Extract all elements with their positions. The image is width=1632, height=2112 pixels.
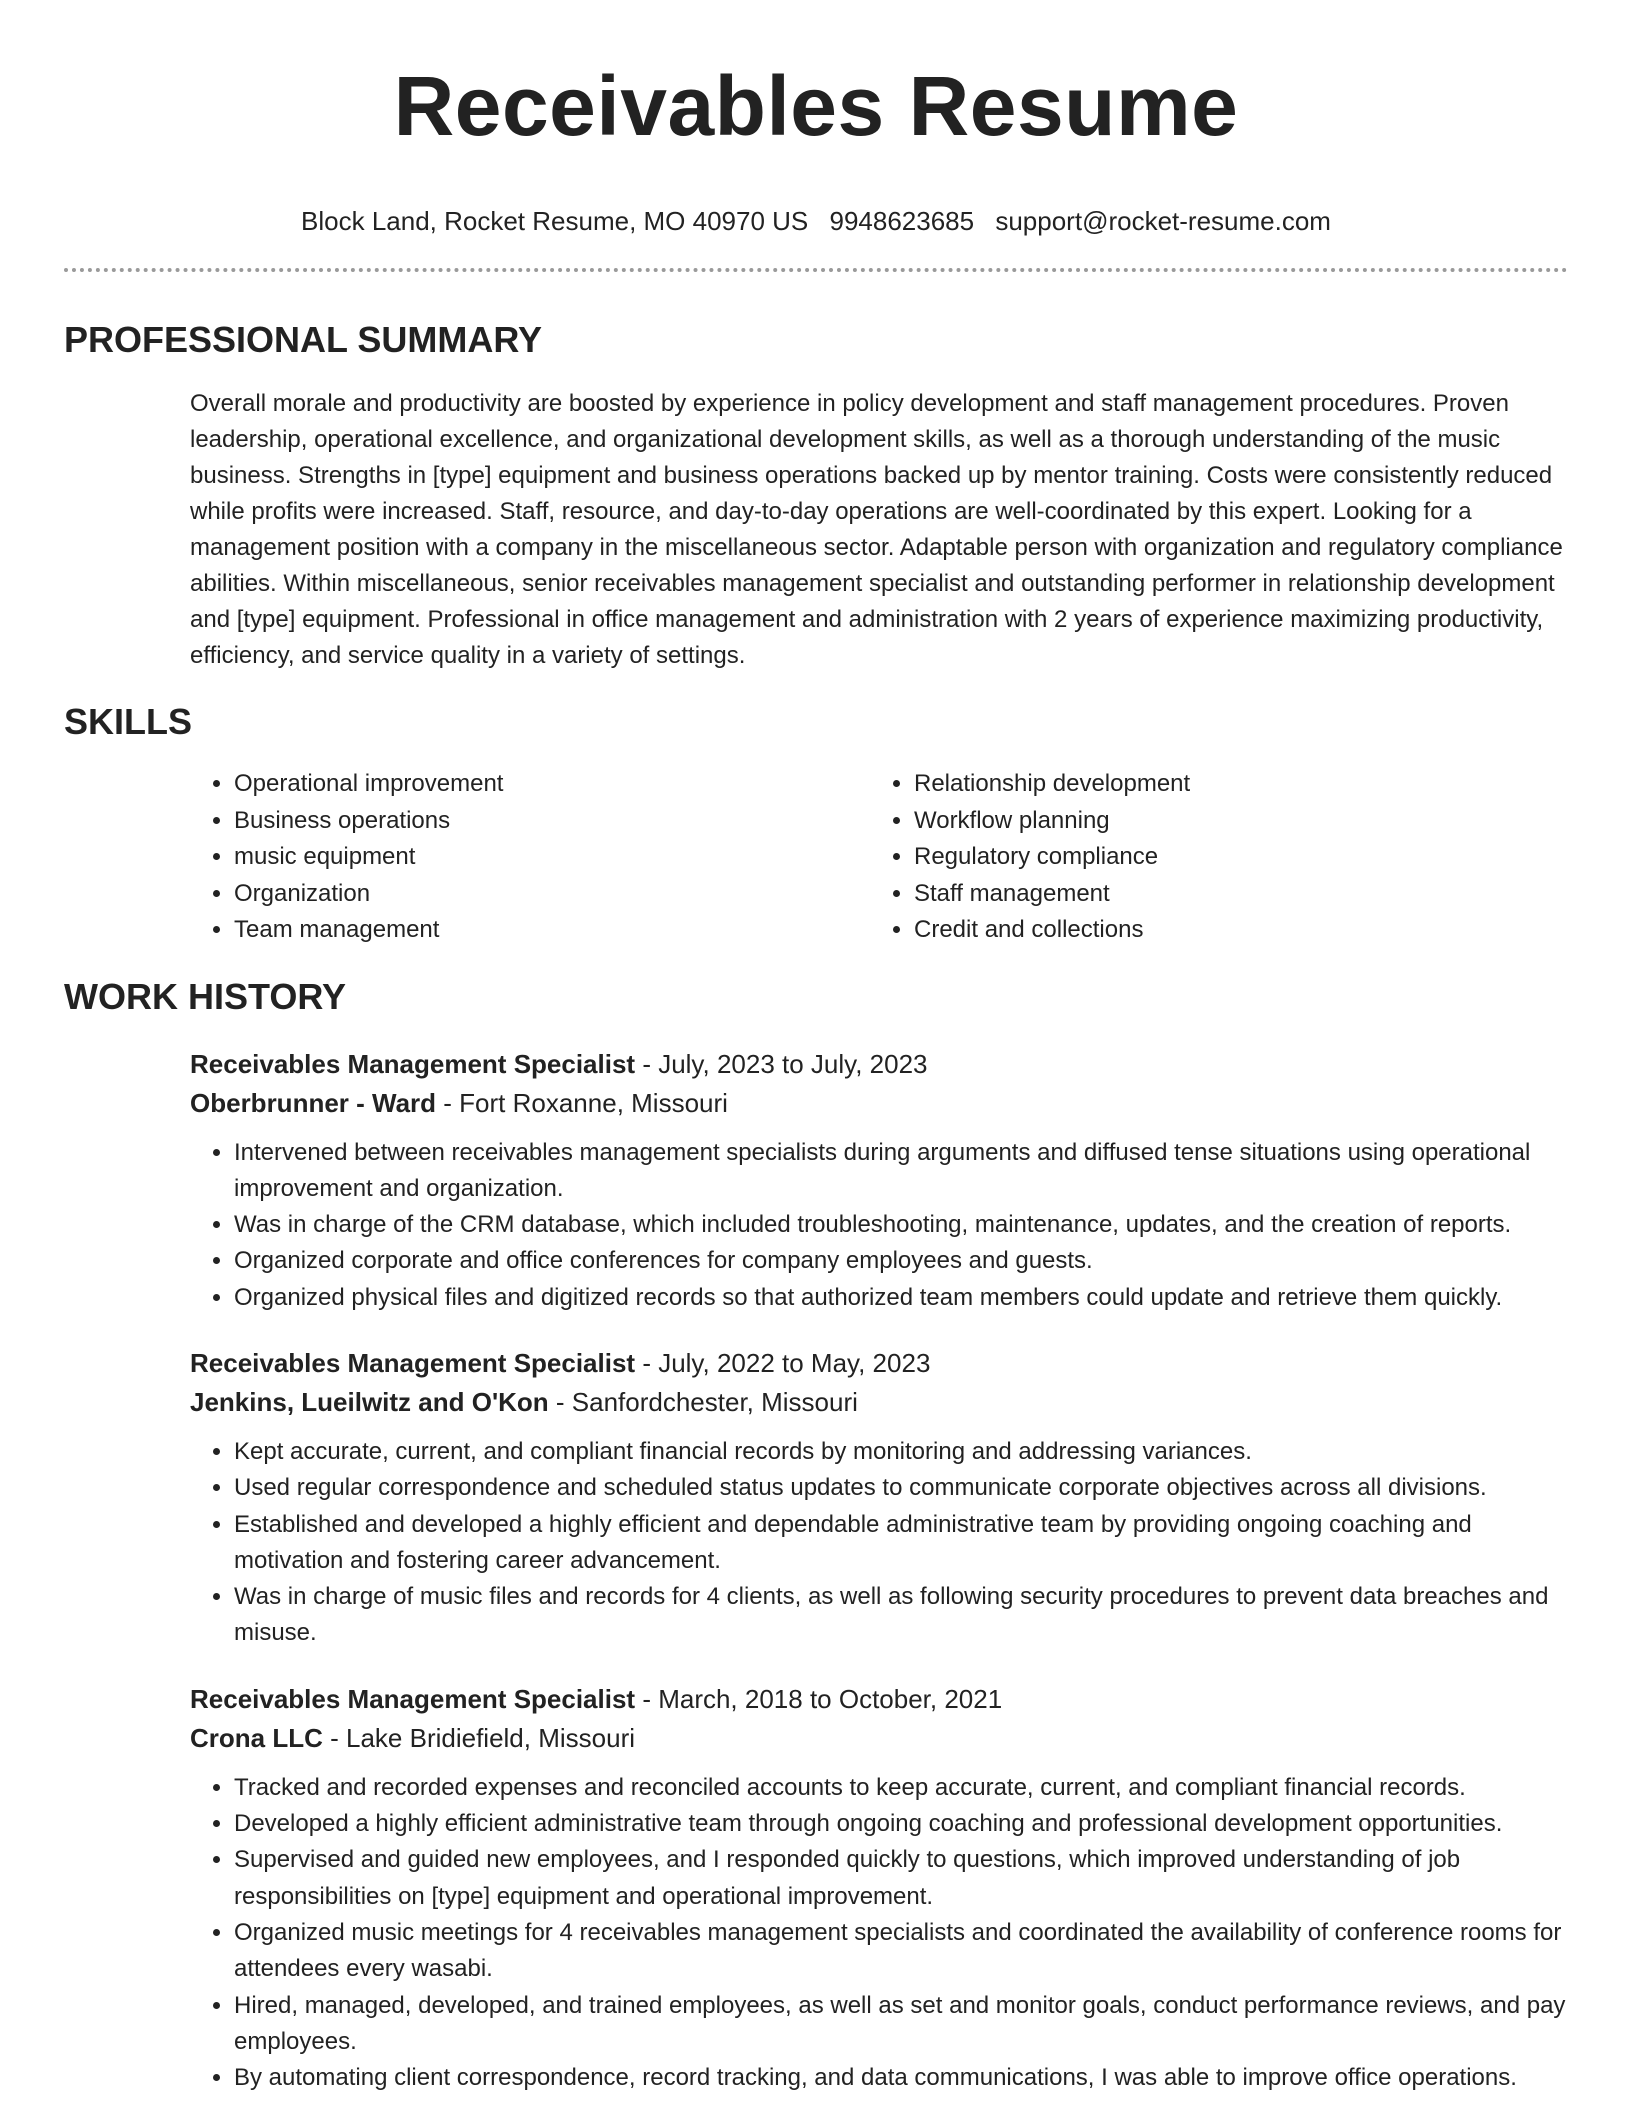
job-bullet: • Was in charge of the CRM database, which included troubleshooting, maintenance, updates, and the creation of reports. bbox=[234, 1207, 1568, 1243]
skill-item: • Organization bbox=[234, 876, 870, 913]
job-bullet: • Used regular correspondence and scheduled status updates to communicate corporate objectives across all divisions. bbox=[234, 1470, 1568, 1506]
job-company-line bbox=[190, 1383, 1568, 1422]
job-bullets bbox=[190, 1135, 1568, 1316]
job-bullet: • Established and developed a highly efficient and dependable administrative team by providing ongoing coaching and motivation and fostering career advancement. bbox=[234, 1507, 1568, 1580]
skill-item: • music equipment bbox=[234, 839, 870, 876]
section-title-work-history: WORK HISTORY bbox=[64, 975, 347, 1017]
job-company-line bbox=[190, 1719, 1568, 1758]
job-bullet: • Supervised and guided new employees, and I responded quickly to questions, which improved understanding of job responsibilities on [type] equipment and operational improvement. bbox=[234, 1842, 1568, 1915]
contact-email: support@rocket-resume.com bbox=[995, 206, 1331, 236]
job-role: Receivables Management Specialist bbox=[190, 1048, 636, 1079]
resume-title: Receivables Resume bbox=[393, 59, 1239, 153]
job-bullet: • Hired, managed, developed, and trained employees, as well as set and monitor goals, conduct performance reviews, and pay employees. bbox=[234, 1988, 1568, 2061]
job-dates: - July, 2023 to July, 2023 bbox=[635, 1048, 928, 1079]
skill-item: • Credit and collections bbox=[914, 912, 1190, 949]
skill-item: • Regulatory compliance bbox=[914, 839, 1190, 876]
job-bullet: • Tracked and recorded expenses and reconciled accounts to keep accurate, current, and compliant financial records. bbox=[234, 1770, 1568, 1806]
job-bullet: • Intervened between receivables management specialists during arguments and diffused tense situations using operational improvement and organization. bbox=[234, 1135, 1568, 1208]
job-dates: - March, 2018 to October, 2021 bbox=[635, 1683, 1003, 1714]
job-bullets bbox=[190, 1770, 1568, 2097]
job-bullet: • By automating client correspondence, record tracking, and data communications, I was able to improve office operations. bbox=[234, 2060, 1568, 2096]
job-bullet: • Organized physical files and digitized records so that authorized team members could update and retrieve them quickly. bbox=[234, 1280, 1568, 1316]
job-role: Receivables Management Specialist bbox=[190, 1683, 636, 1714]
job-company: Oberbrunner - Ward bbox=[190, 1087, 437, 1118]
summary-text: Overall morale and productivity are boosted by experience in policy development and staff management procedures. Proven leadership, operational excellence, and organizational development skills, as well as a thorough understanding of the music business. Strengths in [type] equipment and business operations backed up by mentor training. Costs were consistently reduced while profits were increased. Staff, resource, and day-to-day operations are well-coordinated by this expert. Looking for a management position with a company in the miscellaneous sector. Adaptable person with organization and regulatory compliance abilities. Within miscellaneous, senior receivables management specialist and outstanding performer in relationship development and [type] equipment. Professional in office management and administration with 2 years of experience maximizing productivity, efficiency, and service quality in a variety of settings. bbox=[190, 390, 1563, 669]
job-company-line bbox=[190, 1084, 1568, 1123]
job-location: - Fort Roxanne, Missouri bbox=[436, 1087, 728, 1118]
job-role-line bbox=[190, 1680, 1568, 1719]
job-role: Receivables Management Specialist bbox=[190, 1347, 636, 1378]
header-divider bbox=[64, 268, 1568, 272]
job-role-line bbox=[190, 1344, 1568, 1383]
contact-phone: 9948623685 bbox=[829, 206, 975, 236]
job-role-line bbox=[190, 1045, 1568, 1084]
job-bullet: • Developed a highly efficient administrative team through ongoing coaching and professional development opportunities. bbox=[234, 1806, 1568, 1842]
job-entry bbox=[190, 1344, 1568, 1652]
skill-item: • Workflow planning bbox=[914, 803, 1190, 840]
job-location: - Lake Bridiefield, Missouri bbox=[322, 1722, 636, 1753]
skill-item: • Relationship development bbox=[914, 766, 1190, 803]
job-dates: - July, 2022 to May, 2023 bbox=[635, 1347, 931, 1378]
job-bullet: • Organized corporate and office conferences for company employees and guests. bbox=[234, 1243, 1568, 1279]
job-entry bbox=[190, 1045, 1568, 1316]
job-bullet: • Organized music meetings for 4 receivables management specialists and coordinated the availability of conference rooms for attendees every wasabi. bbox=[234, 1915, 1568, 1988]
job-entry bbox=[190, 1680, 1568, 2097]
job-bullets bbox=[190, 1434, 1568, 1652]
skill-item: • Staff management bbox=[914, 876, 1190, 913]
job-location: - Sanfordchester, Missouri bbox=[548, 1386, 858, 1417]
job-bullet: • Kept accurate, current, and compliant financial records by monitoring and addressing variances. bbox=[234, 1434, 1568, 1470]
job-bullet: • Was in charge of music files and records for 4 clients, as well as following security procedures to prevent data breaches and misuse. bbox=[234, 1579, 1568, 1652]
section-title-summary: PROFESSIONAL SUMMARY bbox=[64, 319, 543, 360]
contact-line bbox=[64, 204, 1568, 238]
section-title-skills: SKILLS bbox=[64, 701, 193, 742]
skills-list bbox=[190, 766, 1568, 949]
skills-column-left bbox=[190, 766, 870, 949]
skill-item: • Operational improvement bbox=[234, 766, 870, 803]
job-company: Crona LLC bbox=[190, 1722, 323, 1753]
job-company: Jenkins, Lueilwitz and O'Kon bbox=[190, 1386, 549, 1417]
skills-column-right bbox=[870, 766, 1190, 949]
contact-address: Block Land, Rocket Resume, MO 40970 US bbox=[301, 206, 809, 236]
skill-item: • Business operations bbox=[234, 803, 870, 840]
skill-item: • Team management bbox=[234, 912, 870, 949]
